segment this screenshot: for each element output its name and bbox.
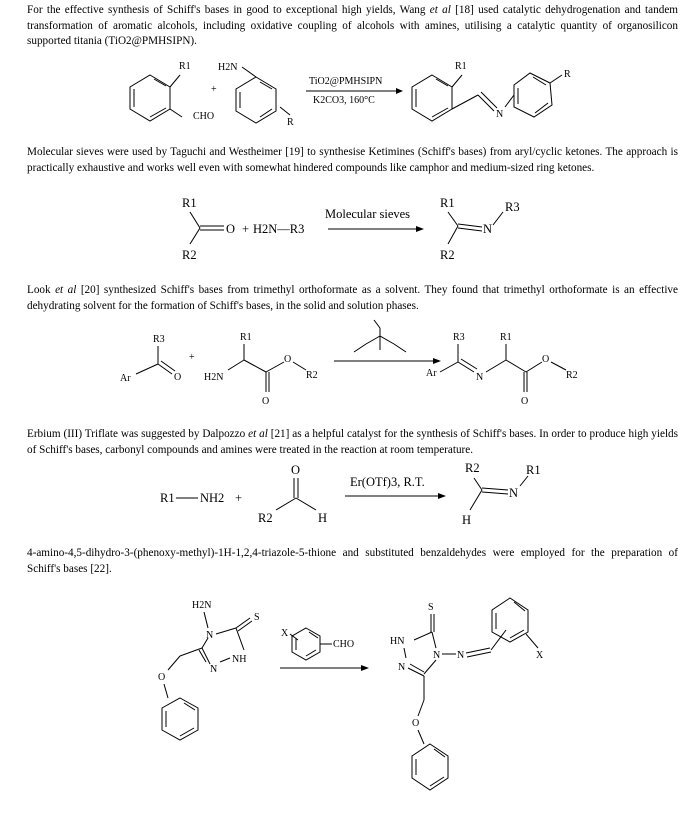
paragraph-wang-pre: For the effective synthesis of Schiff's bases in good to exceptional high yields, Wang (27, 4, 430, 16)
scheme4-reagent: Er(OTf)3, R.T. (350, 475, 425, 489)
scheme1-r1: R1 (179, 61, 191, 72)
scheme3-o-ester: O (284, 354, 292, 365)
scheme5-o: O (158, 672, 166, 683)
scheme5-prod-n-ring: N (433, 650, 441, 661)
scheme3-o-carbonyl: O (262, 396, 270, 407)
paragraph-look (27, 283, 678, 314)
scheme5-nh: NH (232, 654, 247, 665)
scheme5-prod-o: O (412, 718, 420, 729)
scheme2-reagent: Molecular sieves (325, 207, 411, 221)
scheme4-prod-r2: R2 (465, 461, 480, 475)
scheme1-prod-r: R (564, 69, 571, 80)
scheme5-n1: N (206, 630, 214, 641)
scheme5-prod-x: X (536, 650, 544, 661)
paragraph-look-post: [20] synthesized Schiff's bases from trimethyl orthoformate as a solvent. They found that trimethyl orthoformate is an effective dehydrating solvent for the formation of Schiff's bases, in the solid and solution phases. (27, 284, 678, 312)
scheme4-plus: + (235, 491, 243, 505)
paragraph-triazole-text: 4-amino-4,5-dihydro-3-(phenoxy-methyl)-1H-1,2,4-triazole-5-thione and substituted benzaldehydes were employed for the preparation of Schiff's bases [22]. (27, 547, 678, 575)
scheme4-prod-n: N (509, 486, 519, 500)
scheme4-h: H (318, 511, 328, 525)
scheme5-n2: N (210, 664, 218, 675)
scheme3-r1: R1 (240, 332, 252, 343)
scheme5-s: S (254, 612, 260, 623)
scheme3-prod-r2: R2 (566, 370, 578, 381)
scheme-5-triazole-thione (0, 590, 698, 810)
scheme5-prod-hn: HN (390, 636, 405, 647)
paragraph-wang-post: [18] used catalytic dehydrogenation and tandem transformation of aromatic alcohols, including oxidative coupling of alcohols with amines, utilising a catalytic quantity of organosilicon supported titania (TiO2@PMHSIPN). (27, 4, 678, 47)
scheme2-prod-r1: R1 (440, 196, 455, 210)
scheme4-prod-h: H (462, 513, 472, 527)
scheme2-r2: R2 (182, 248, 197, 262)
scheme-1-dehydrogenative-coupling (0, 55, 698, 135)
scheme1-prod-n: N (496, 109, 504, 120)
scheme1-conditions: K2CO3, 160°C (313, 95, 375, 106)
scheme4-o: O (291, 463, 301, 477)
scheme1-cho: CHO (193, 111, 215, 122)
paragraph-triazole (27, 546, 678, 577)
scheme2-prod-n: N (483, 222, 493, 236)
paragraph-dalpozzo-pre: Erbium (III) Triflate was suggested by Dalpozzo (27, 428, 249, 440)
scheme3-r2: R2 (306, 370, 318, 381)
scheme4-amine-nh2: NH2 (200, 491, 225, 505)
paragraph-dalpozzo (27, 427, 678, 458)
scheme2-prod-r2: R2 (440, 248, 455, 262)
scheme3-o: O (174, 372, 182, 383)
paragraph-taguchi-text: Molecular sieves were used by Taguchi and Westheimer [19] to synthesise Ketimines (Schiff's bases) from aryl/cyclic ketones. The approach is practically exhaustive and works well even with somewhat hindered compounds like camphor and medium-sized ring ketones. (27, 146, 678, 174)
scheme3-prod-o-carbonyl: O (521, 396, 529, 407)
scheme-2-molecular-sieves (0, 192, 698, 267)
paragraph-wang (27, 3, 678, 50)
scheme1-r: R (287, 117, 294, 128)
scheme1-plus: + (211, 84, 217, 95)
scheme2-prod-r3: R3 (505, 200, 520, 214)
scheme3-prod-o: O (542, 354, 550, 365)
scheme2-r1: R1 (182, 196, 197, 210)
scheme-4-erbium-triflate (0, 460, 698, 532)
scheme4-prod-r1: R1 (526, 463, 541, 477)
scheme3-plus: + (189, 352, 195, 363)
scheme4-amine-r1: R1 (160, 491, 175, 505)
scheme3-ar: Ar (120, 373, 131, 384)
scheme5-prod-n3: N (398, 662, 406, 673)
scheme3-h2n: H2N (204, 372, 224, 383)
paragraph-dalpozzo-post: [21] as a helpful catalyst for the synthesis of Schiff's bases. In order to produce high yields of Schiff's bases, carbonyl compounds and amines were treated in the reaction at room temperature. (27, 428, 679, 456)
scheme2-o: O (226, 222, 236, 236)
scheme5-prod-n-link: N (457, 650, 465, 661)
scheme-3-orthoformate (0, 314, 698, 414)
scheme2-plus: + (242, 222, 250, 236)
paragraph-taguchi (27, 145, 678, 176)
scheme1-h2n: H2N (218, 62, 238, 73)
paragraph-look-pre: Look (27, 284, 56, 296)
scheme4-r2: R2 (258, 511, 273, 525)
scheme1-catalyst: TiO2@PMHSIPN (309, 76, 383, 87)
scheme1-prod-r1: R1 (455, 61, 467, 72)
scheme5-x: X (281, 628, 289, 639)
paragraph-wang-em: et al (429, 4, 451, 16)
scheme5-cho: CHO (333, 639, 355, 650)
scheme3-r3: R3 (153, 334, 165, 345)
scheme3-prod-n: N (476, 372, 484, 383)
paragraph-look-em: et al (55, 284, 77, 296)
scheme2-amine: H2N—R3 (253, 222, 305, 236)
scheme3-prod-r3: R3 (453, 332, 465, 343)
scheme3-prod-r1: R1 (500, 332, 512, 343)
scheme3-prod-ar: Ar (426, 368, 437, 379)
scheme5-h2n: H2N (192, 600, 212, 611)
paragraph-dalpozzo-em: et al (248, 428, 268, 440)
scheme5-prod-s: S (428, 602, 434, 613)
